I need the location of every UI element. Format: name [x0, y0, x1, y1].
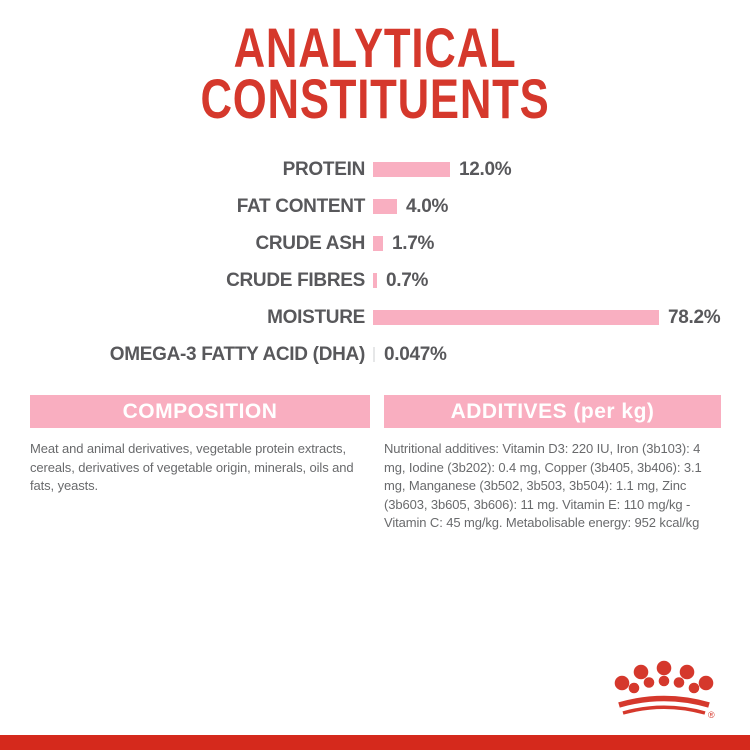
- constituent-bar: [373, 236, 383, 251]
- constituent-value: 0.047%: [384, 343, 447, 365]
- constituent-label: OMEGA-3 FATTY ACID (DHA): [109, 343, 365, 365]
- constituent-bar: [373, 273, 377, 288]
- constituent-bar: [373, 199, 397, 214]
- constituent-value: 0.7%: [386, 269, 429, 291]
- constituent-value: 1.7%: [392, 232, 435, 254]
- composition-body: Meat and animal derivatives, vegetable protein extracts, cereals, derivatives of vegetable origin, minerals, oils and fats, yeasts.: [30, 441, 354, 493]
- constituent-row: [0, 151, 750, 188]
- page-title-line1: ANALYTICAL: [233, 16, 517, 79]
- constituent-label: CRUDE FIBRES: [226, 269, 365, 291]
- constituent-value: 78.2%: [668, 306, 721, 328]
- analytical-constituents-chart: [0, 151, 750, 373]
- crown-band: [619, 699, 709, 714]
- constituent-label: PROTEIN: [282, 158, 365, 180]
- constituent-value: 12.0%: [459, 158, 512, 180]
- constituent-bar: [373, 347, 375, 362]
- composition-section: [30, 395, 370, 496]
- additives-header: ADDITIVES (per kg): [384, 395, 721, 428]
- page-title-line2: CONSTITUENTS: [200, 67, 550, 130]
- constituent-row: [0, 336, 750, 373]
- constituent-bar: [373, 310, 659, 325]
- constituent-row: [0, 225, 750, 262]
- constituent-label: MOISTURE: [267, 306, 365, 328]
- constituent-value: 4.0%: [406, 195, 449, 217]
- additives-section: [384, 395, 721, 533]
- constituent-bar: [373, 162, 450, 177]
- royal-canin-crown-icon: [612, 656, 724, 728]
- constituent-row: [0, 299, 750, 336]
- crown-dots: [615, 661, 714, 694]
- constituent-row: [0, 188, 750, 225]
- constituent-label: FAT CONTENT: [236, 195, 365, 217]
- registered-trademark-icon: ®: [708, 710, 715, 720]
- additives-body: Nutritional additives: Vitamin D3: 220 IU, Iron (3b103): 4 mg, Iodine (3b202): 0.4 mg, Copper (3b405, 3b406): 3.1 mg, Manganese (3b502, 3b503, 3b504): 1.1 mg, Zinc (3b603, 3b605, 3b606): 11 mg. Vitamin E: 110 mg/kg - Vitamin C: 45 mg/kg. Metabolisable energy: 952 kcal/kg: [384, 441, 702, 530]
- footer-red-strip: [0, 735, 750, 750]
- composition-header: COMPOSITION: [30, 395, 370, 428]
- constituent-row: [0, 262, 750, 299]
- page-title: [83, 16, 668, 130]
- constituent-label: CRUDE ASH: [255, 232, 365, 254]
